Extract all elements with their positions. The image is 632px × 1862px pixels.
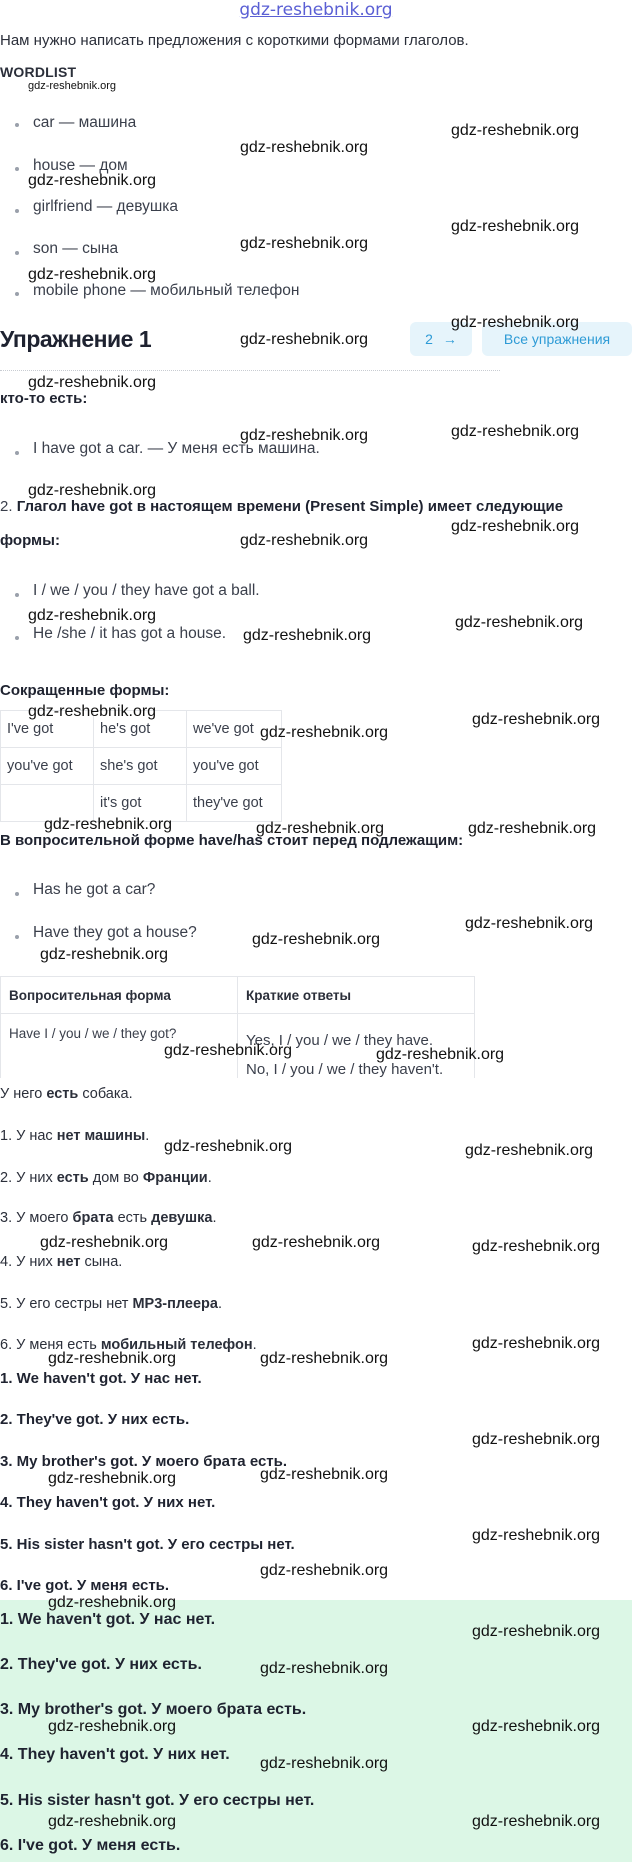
site-header-link[interactable]: gdz-reshebnik.org — [239, 0, 393, 20]
watermark: gdz-reshebnik.org — [472, 1335, 601, 1352]
watermark: gdz-reshebnik.org — [472, 1431, 601, 1448]
watermark: gdz-reshebnik.org — [256, 820, 385, 837]
watermark: gdz-reshebnik.org — [472, 1623, 601, 1640]
task-sentence — [0, 1170, 212, 1186]
bullet-icon — [15, 451, 19, 455]
wordlist-item: girlfriend — девушка — [33, 198, 179, 215]
watermark: gdz-reshebnik.org — [465, 915, 594, 932]
watermark: gdz-reshebnik.org — [48, 1813, 177, 1830]
text-part: 3. У моего — [0, 1210, 73, 1226]
short-answer-yes: Yes, I / you / we / they have. — [246, 1032, 434, 1049]
watermark: gdz-reshebnik.org — [260, 1660, 389, 1677]
table-cell: Have I / you / we / they got? — [1, 1014, 238, 1079]
point-text: Глагол have got в настоящем времени (Present Simple) имеет следующие — [16, 498, 564, 515]
watermark: gdz-reshebnik.org — [472, 1718, 601, 1735]
text-part: 4. У них — [0, 1254, 57, 1270]
answer-line: 1. We haven't got. У нас нет. — [0, 1370, 202, 1387]
text-part: 1. У нас — [0, 1128, 57, 1144]
text-part: . — [145, 1128, 150, 1144]
table-header: Краткие ответы — [238, 977, 475, 1014]
watermark: gdz-reshebnik.org — [455, 614, 584, 631]
watermark: gdz-reshebnik.org — [48, 1350, 177, 1367]
task-sentence — [0, 1210, 216, 1226]
all-exercises-button[interactable]: Все упражнения — [482, 322, 632, 356]
question-rule: В вопросительной форме have/has стоит перед подлежащим: — [0, 832, 464, 849]
task-sentence — [0, 1128, 149, 1144]
watermark: gdz-reshebnik.org — [48, 1470, 177, 1487]
task-sentence — [0, 1296, 222, 1312]
table-row — [1, 748, 282, 785]
table-row — [1, 977, 475, 1014]
watermark: gdz-reshebnik.org — [376, 1046, 505, 1063]
text-bold: мобильный телефон — [100, 1337, 253, 1353]
watermark: gdz-reshebnik.org — [472, 711, 601, 728]
watermark: gdz-reshebnik.org — [451, 423, 580, 440]
short-forms-table — [0, 710, 282, 822]
watermark: gdz-reshebnik.org — [451, 122, 580, 139]
task-sentence — [0, 1254, 122, 1270]
watermark: gdz-reshebnik.org — [48, 1594, 177, 1611]
text-part: У него — [0, 1086, 47, 1102]
text-part: . — [212, 1210, 217, 1226]
bullet-icon — [15, 209, 19, 213]
watermark: gdz-reshebnik.org — [260, 1755, 389, 1772]
table-cell: she's got — [94, 748, 187, 785]
watermark: gdz-reshebnik.org — [240, 235, 369, 252]
watermark: gdz-reshebnik.org — [260, 1466, 389, 1483]
watermark: gdz-reshebnik.org — [240, 331, 369, 348]
watermark: gdz-reshebnik.org — [28, 374, 157, 391]
watermark: gdz-reshebnik.org — [28, 266, 157, 283]
watermark: gdz-reshebnik.org — [252, 931, 381, 948]
answer-line-highlighted: 3. My brother's got. У моего брата есть. — [0, 1701, 307, 1718]
watermark: gdz-reshebnik.org — [472, 1527, 601, 1544]
watermark: gdz-reshebnik.org — [28, 607, 157, 624]
answer-line-highlighted: 2. They've got. У них есть. — [0, 1656, 202, 1673]
wordlist-item: house — дом — [33, 157, 128, 174]
watermark: gdz-reshebnik.org — [28, 703, 157, 720]
answer-line: 4. They haven't got. У них нет. — [0, 1494, 216, 1511]
watermark: gdz-reshebnik.org — [44, 816, 173, 833]
table-header: Вопросительная форма — [1, 977, 238, 1014]
answer-line: 2. They've got. У них есть. — [0, 1411, 190, 1428]
watermark: gdz-reshebnik.org — [28, 482, 157, 499]
bullet-icon — [15, 935, 19, 939]
table-cell: he's got — [94, 711, 187, 748]
wordlist-item: son — сына — [33, 240, 119, 257]
text-part: . — [217, 1296, 222, 1312]
watermark: gdz-reshebnik.org — [40, 946, 169, 963]
form-example: He /she / it has got a house. — [33, 625, 227, 642]
text-part: есть — [113, 1210, 152, 1226]
grammar-example: I have got a car. — У меня есть машина. — [33, 440, 320, 457]
text-bold: есть — [56, 1170, 89, 1186]
text-part: 5. У его сестры нет — [0, 1296, 133, 1312]
watermark: gdz-reshebnik.org — [260, 1562, 389, 1579]
bullet-icon — [15, 636, 19, 640]
wordlist-item: mobile phone — мобильный телефон — [33, 282, 300, 299]
watermark: gdz-reshebnik.org — [465, 1142, 594, 1159]
question-example: Has he got a car? — [33, 881, 156, 898]
watermark: gdz-reshebnik.org — [451, 314, 580, 331]
text-bold: брата — [72, 1210, 114, 1226]
text-part: 6. У меня есть — [0, 1337, 101, 1353]
next-exercise-number: 2 — [425, 331, 433, 347]
text-part: сына. — [80, 1254, 123, 1270]
bullet-icon — [15, 892, 19, 896]
arrow-right-icon: → — [442, 331, 457, 347]
watermark: gdz-reshebnik.org — [240, 532, 369, 549]
watermark: gdz-reshebnik.org — [451, 218, 580, 235]
grammar-point-2-cont: формы: — [0, 532, 60, 549]
text-bold: нет — [56, 1254, 81, 1270]
watermark: gdz-reshebnik.org — [472, 1238, 601, 1255]
answer-line-highlighted: 6. I've got. У меня есть. — [0, 1837, 181, 1854]
short-answer-no: No, I / you / we / they haven't. — [246, 1061, 444, 1078]
table-cell: they've got — [187, 785, 282, 822]
watermark: gdz-reshebnik.org — [472, 1813, 601, 1830]
table-cell: you've got — [187, 748, 282, 785]
text-bold: MP3-плеера — [132, 1296, 218, 1312]
table-cell: you've got — [1, 748, 94, 785]
watermark: gdz-reshebnik.org — [164, 1042, 293, 1059]
watermark: gdz-reshebnik.org — [164, 1138, 293, 1155]
watermark: gdz-reshebnik.org — [40, 1234, 169, 1251]
text-part: . — [252, 1337, 257, 1353]
text-part: собака. — [78, 1086, 133, 1102]
grammar-line: кто-то есть: — [0, 390, 88, 407]
exercise-title: Упражнение 1 — [0, 326, 152, 352]
text-bold: нет машины — [56, 1128, 146, 1144]
watermark: gdz-reshebnik.org — [48, 1718, 177, 1735]
table-cell: it's got — [94, 785, 187, 822]
bullet-icon — [15, 292, 19, 296]
short-forms-title: Сокращенные формы: — [0, 682, 170, 699]
form-example: I / we / you / they have got a ball. — [33, 582, 260, 599]
watermark: gdz-reshebnik.org — [260, 1350, 389, 1367]
text-part: дом во — [88, 1170, 143, 1186]
text-part: . — [207, 1170, 212, 1186]
watermark: gdz-reshebnik.org — [28, 172, 157, 189]
answer-line: 3. My brother's got. У моего брата есть. — [0, 1453, 288, 1470]
answer-line-highlighted: 5. His sister hasn't got. У его сестры нет. — [0, 1792, 315, 1809]
text-part: 2. У них — [0, 1170, 57, 1186]
bullet-icon — [15, 167, 19, 171]
text-bold: есть — [46, 1086, 79, 1102]
point-number: 2. — [0, 498, 13, 515]
answer-line: 5. His sister hasn't got. У его сестры нет. — [0, 1536, 295, 1553]
wordlist-item: car — машина — [33, 114, 137, 131]
bullet-icon — [15, 251, 19, 255]
watermark: gdz-reshebnik.org — [451, 518, 580, 535]
watermark: gdz-reshebnik.org — [240, 427, 369, 444]
answer-line-highlighted: 4. They haven't got. У них нет. — [0, 1746, 230, 1763]
watermark: gdz-reshebnik.org — [260, 724, 389, 741]
answer-line-highlighted: 1. We haven't got. У нас нет. — [0, 1611, 216, 1628]
watermark: gdz-reshebnik.org — [468, 820, 597, 837]
intro-text: Нам нужно написать предложения с короткими формами глаголов. — [0, 32, 469, 49]
text-bold: девушка — [151, 1210, 213, 1226]
table-cell: we've got — [187, 711, 282, 748]
task-example — [0, 1086, 133, 1102]
table-cell: I've got — [1, 711, 94, 748]
answer-line: 6. I've got. У меня есть. — [0, 1577, 170, 1594]
bullet-icon — [15, 593, 19, 597]
watermark: gdz-reshebnik.org — [240, 139, 369, 156]
bullet-icon — [15, 123, 19, 127]
text-bold: Франции — [142, 1170, 208, 1186]
watermark: gdz-reshebnik.org — [28, 80, 117, 92]
watermark: gdz-reshebnik.org — [252, 1234, 381, 1251]
question-example: Have they got a house? — [33, 924, 197, 941]
watermark: gdz-reshebnik.org — [243, 627, 372, 644]
grammar-point-2 — [0, 498, 563, 515]
wordlist-title: WORDLIST — [0, 64, 77, 80]
